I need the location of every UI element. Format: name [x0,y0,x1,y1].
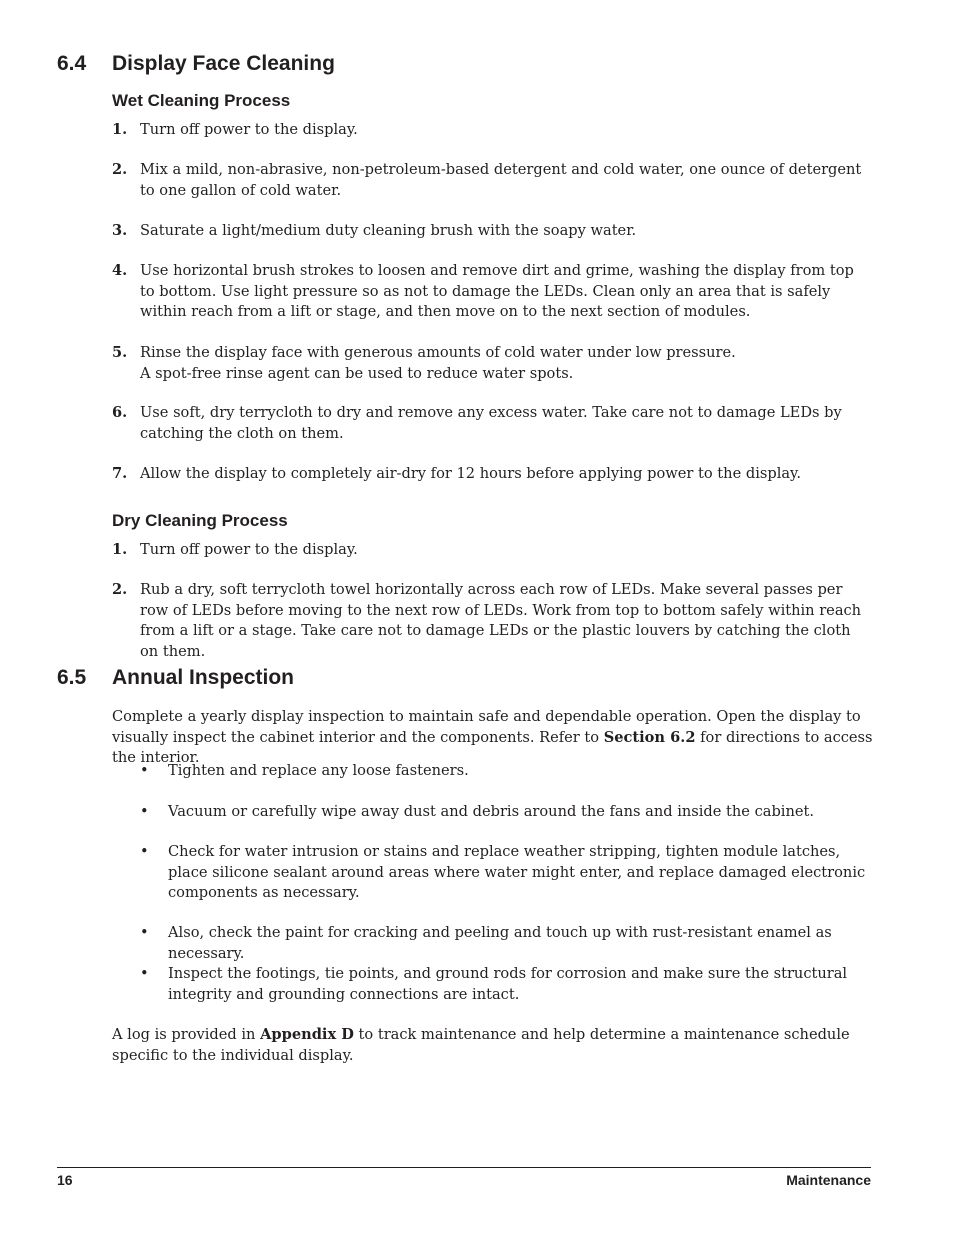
step-number: 1. [112,121,128,138]
step-text: Use soft, dry terrycloth to dry and remove any excess water. Take care not to damage LEDs by catching the cloth on them. [140,404,842,442]
wet-step [112,464,872,485]
step-number: 7. [112,465,128,482]
maintenance-log-note [112,1025,874,1066]
step-number: 6. [112,404,128,421]
closing-text: A log is provided in [112,1026,261,1043]
footer-divider [57,1167,871,1168]
intro-text: Complete a yearly display inspection to maintain safe and dependable operation. Open the display to visually inspect the cabinet interior and the components. Refer to [112,708,861,746]
step-number: 2. [112,581,128,598]
inspection-bullet [140,761,872,782]
appendix-reference: Appendix D [260,1026,354,1043]
section-title: Annual Inspection [112,666,295,689]
step-number: 5. [112,344,128,361]
footer-section-name: Maintenance [786,1172,871,1188]
step-text: Rub a dry, soft terrycloth towel horizontally across each row of LEDs. Make several passes per row of LEDs before moving to the next row of LEDs. Work from top to bottom safely within reach from a lift or a stage. Take care not to damage LEDs or the plastic louvers by catching the cloth on them. [140,581,862,660]
closing-text-end: to track maintenance and help determine a maintenance schedule specific to the individual display. [112,1026,850,1064]
section-reference: Section 6.2 [603,728,696,746]
step-text-line-2: A spot-free rinse agent can be used to reduce water spots. [140,364,574,382]
dry-step [112,540,872,561]
step-text: Turn off power to the display. [140,541,358,558]
section-6-4-heading [57,52,335,76]
wet-step [112,221,872,242]
step-text: Rinse the display face with generous amounts of cold water under low pressure. [140,344,736,361]
step-number: 2. [112,161,128,178]
section-6-5-heading [57,666,294,690]
bullet-text: Also, check the paint for cracking and peeling and touch up with rust-resistant enamel as necessary. [168,924,832,962]
step-text: Saturate a light/medium duty cleaning brush with the soapy water. [140,222,637,239]
dry-step [112,580,872,662]
bullet-text: Vacuum or carefully wipe away dust and debris around the fans and inside the cabinet. [168,803,815,820]
wet-step [112,261,872,323]
bullet-text: Tighten and replace any loose fasteners. [168,762,469,779]
section-title: Display Face Cleaning [112,52,335,75]
step-number: 1. [112,541,128,558]
wet-step [112,343,872,384]
step-text: Turn off power to the display. [140,121,358,138]
bullet-marker: • [140,803,149,820]
step-text: Use horizontal brush strokes to loosen and remove dirt and grime, washing the display from top to bottom. Use light pressure so as not to damage the LEDs. Clean only an area that is safely within reach from a lift or stage, and then move on to the next section of modules. [140,262,854,321]
wet-step [112,120,872,141]
wet-step [112,160,872,201]
step-number: 3. [112,222,128,239]
inspection-bullet [140,923,872,964]
section-number: 6.4 [57,52,87,75]
bullet-marker: • [140,965,149,982]
step-text: Mix a mild, non-abrasive, non-petroleum-based detergent and cold water, one ounce of detergent to one gallon of cold water. [140,161,862,199]
dry-cleaning-heading: Dry Cleaning Process [112,511,288,530]
section-number: 6.5 [57,666,87,689]
step-number: 4. [112,262,128,279]
page-number: 16 [57,1172,73,1188]
wet-cleaning-heading: Wet Cleaning Process [112,91,291,110]
bullet-marker: • [140,843,149,860]
step-text: Allow the display to completely air-dry for 12 hours before applying power to the display. [140,465,802,482]
wet-step [112,403,872,444]
inspection-bullet [140,802,872,823]
bullet-text: Inspect the footings, tie points, and ground rods for corrosion and make sure the structural integrity and grounding connections are intact. [168,965,848,1003]
inspection-bullet [140,964,872,1005]
bullet-marker: • [140,762,149,779]
bullet-text: Check for water intrusion or stains and replace weather stripping, tighten module latches, place silicone sealant around areas where water might enter, and replace damaged electronic components as necessary. [168,843,866,902]
intro-text-end: for directions to access the interior. [112,728,873,767]
bullet-marker: • [140,924,149,941]
inspection-intro [112,707,874,769]
inspection-bullet [140,842,872,904]
